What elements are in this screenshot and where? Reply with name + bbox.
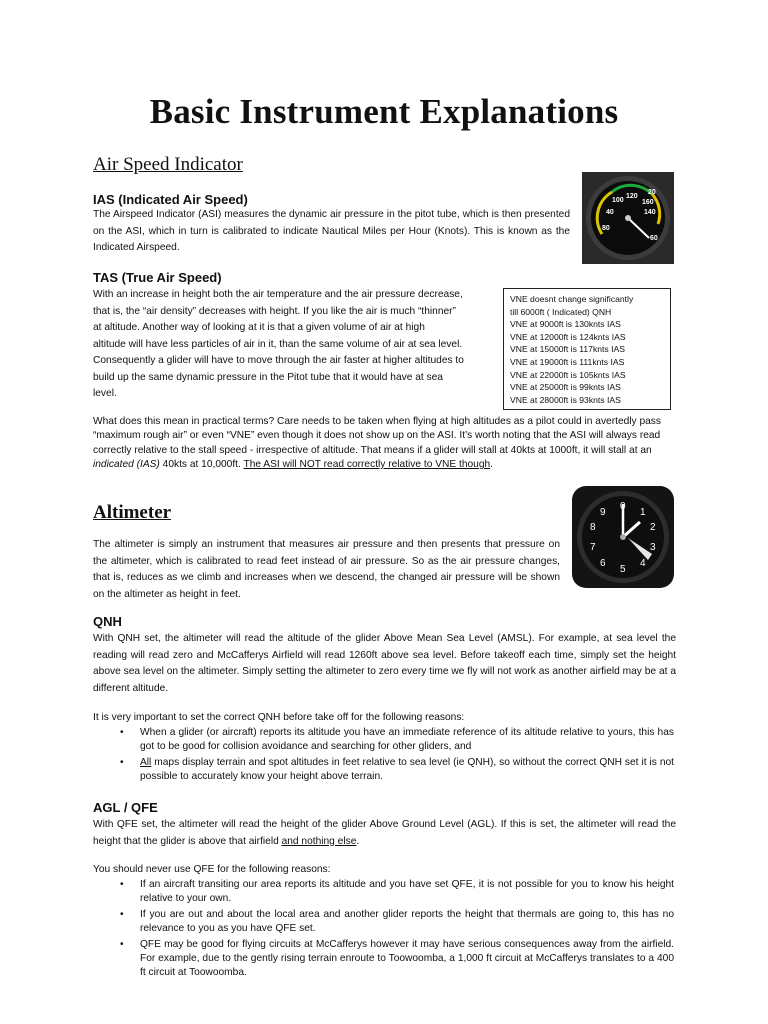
- vne-line: VNE doesnt change significantly: [510, 294, 634, 304]
- vne-line: VNE at 19000ft is 111knts IAS: [510, 356, 625, 367]
- vne-line: VNE at 25000ft is 99knts IAS: [510, 382, 621, 393]
- ias-heading: IAS (Indicated Air Speed): [93, 192, 248, 207]
- ias-paragraph: The Airspeed Indicator (ASI) measures the dynamic air pressure in the pitot tube, which is then presented on the ASI, which in turn is calibrated to indicate Nautical Miles per Hour (Knots). This is known as the Indicated Airspeed.: [93, 209, 570, 253]
- asi-dial-number: 100: [612, 197, 624, 204]
- asi-dial-number: 160: [642, 199, 654, 206]
- qnh-heading: QNH: [93, 614, 122, 629]
- asi-dial-number: 20: [648, 189, 656, 196]
- altimeter-dial-number: 9: [600, 507, 606, 518]
- altimeter-dial-number: 1: [640, 507, 646, 518]
- asi-dial-number: 60: [650, 235, 658, 242]
- altimeter-dial-number: 8: [590, 522, 596, 533]
- qfe-reasons-list: [118, 878, 674, 982]
- asi-dial-number: 140: [644, 209, 656, 216]
- qnh-paragraph: With QNH set, the altimeter will read the altitude of the glider Above Mean Sea Level (AMSL). For example, at sea level the reading will read zero and McCafferys Airfield will read 1260ft above sea level. Before takeoff each time, simply set the height above sea level on the altimeter. Simply setting the altimeter to zero every time we fly will not work as another airfield may be at a different altitude.: [93, 633, 676, 694]
- airspeed-indicator-image: [582, 172, 674, 264]
- vne-line: VNE at 15000ft is 117knts IAS: [510, 344, 625, 355]
- vne-line: VNE at 9000ft is 130knts IAS: [510, 319, 621, 330]
- qnh-reasons-list: [118, 726, 674, 786]
- altimeter-dial-number: 7: [590, 542, 596, 553]
- asi-dial-number: 120: [626, 193, 638, 200]
- list-item: • If an aircraft transiting our area reports its altitude and you have set QFE, it is not possible for you to know his height relative to your own.: [120, 879, 674, 905]
- altimeter-dial-number: 2: [650, 522, 656, 533]
- altimeter-heading: Altimeter: [93, 502, 172, 523]
- vne-line: till 6000ft ( Indicated) QNH: [510, 306, 612, 317]
- page-title: Basic Instrument Explanations: [149, 92, 619, 131]
- altimeter-dial-number: 6: [600, 558, 606, 569]
- list-item: • QFE may be good for flying circuits at McCafferys however it may have serious consequences away from the airfield. For example, due to the gently rising terrain enroute to Toowoomba, a 1,000 ft circuit at McCafferys translates to a 400 ft circuit at Toowoomba.: [120, 938, 674, 979]
- list-item: • When a glider (or aircraft) reports its altitude you have an immediate reference of its altitude relative to yours, this has got to be good for collision avoidance and searching for other gliders, and: [120, 727, 674, 753]
- asi-dial-number: 40: [606, 209, 614, 216]
- practical-paragraph: What does this mean in practical terms? Care needs to be taken when flying at high altitudes as a pilot could in avertedly pass “maximum rough air” or even “VNE” even though it does not show up on the ASI. It’s worth noting that the ASI will always read correctly relative to the stall speed - irrespective of altitude. That means if a glider will stall at 40kts at 1000ft, it will stall at an indicated (IAS) 40kts at 10,000ft. The ASI will NOT read correctly relative to VNE though.: [93, 416, 661, 471]
- vne-line: VNE at 28000ft is 93knts IAS: [510, 394, 621, 405]
- qfe-reasons-intro: You should never use QFE for the following reasons:: [93, 864, 331, 875]
- vne-line: VNE at 22000ft is 105knts IAS: [510, 369, 626, 380]
- altimeter-dial-number: 0: [620, 501, 626, 512]
- altimeter-dial-number: 5: [620, 564, 626, 575]
- list-item: • If you are out and about the local area and another glider reports the height that thermals are going to, this has no relevance to you as you have QFE set.: [120, 908, 674, 935]
- altimeter-image: [570, 484, 676, 590]
- altimeter-dial-number: 3: [650, 542, 656, 553]
- tas-paragraph: With an increase in height both the air temperature and the air pressure decrease, that is, the “air density” decreases with height. If you like the air is much “thinner” at altitude. Another way of looking at it is that a given volume of air at high altitude will have less particles of air in it, than the same volume of air at sea level. Consequently a glider will have to move through the air faster at higher altitudes to build up the same dynamic pressure in the Pitot tube that it would have at sea level.: [93, 289, 464, 399]
- list-item: • All maps display terrain and spot altitudes in feet relative to sea level (ie QNH), so without the correct QNH set it is not possible to accurately know your height above terrain.: [120, 756, 674, 783]
- vne-table-box: [503, 288, 671, 410]
- qnh-reasons-intro: It is very important to set the correct QNH before take off for the following reasons:: [93, 712, 465, 723]
- qfe-heading: AGL / QFE: [93, 800, 158, 815]
- asi-heading: Air Speed Indicator: [93, 154, 243, 175]
- qfe-paragraph: With QFE set, the altimeter will read the height of the glider Above Ground Level (AGL). If this is set, the altimeter will read the height that the glider is above that airfield and nothing else.: [93, 819, 676, 847]
- altimeter-dial-number: 4: [640, 558, 646, 569]
- vne-line: VNE at 12000ft is 124knts IAS: [510, 331, 626, 342]
- tas-heading: TAS (True Air Speed): [93, 270, 222, 285]
- asi-dial-number: 80: [602, 225, 610, 232]
- altimeter-intro-paragraph: The altimeter is simply an instrument that measures air pressure and then presents that pressure on the altimeter, which is calibrated to read feet instead of air pressure. So as the air pressure changes, that is, reduces as we climb and increases when we descend, the changed air pressure will be shown on the altimeter as height in feet.: [93, 539, 560, 600]
